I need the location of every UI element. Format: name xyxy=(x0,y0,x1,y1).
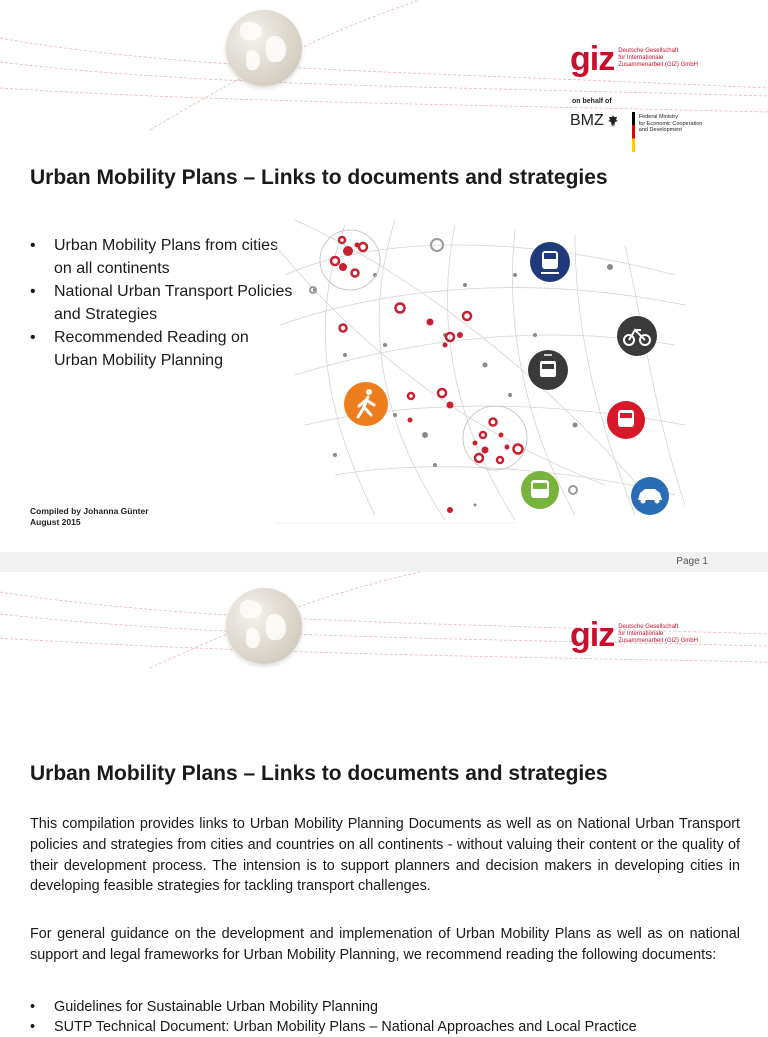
recommended-documents-list xyxy=(30,997,637,1037)
slide-2 xyxy=(0,572,768,1035)
giz-logo-text: Deutsche Gesellschaft für Internationale Zusammenarbeit (GIZ) GmbH xyxy=(618,624,698,644)
car-icon xyxy=(631,477,669,515)
slide-title: Urban Mobility Plans – Links to documents and strategies xyxy=(30,762,608,785)
bicycle-icon xyxy=(617,316,657,356)
globe-icon xyxy=(226,588,302,664)
german-flag-bar xyxy=(632,112,635,152)
bus-icon xyxy=(521,471,559,509)
author-line: Compiled by Johanna Günter xyxy=(30,506,149,516)
rail-icon xyxy=(607,401,645,439)
giz-logo-mark: giz xyxy=(570,40,615,78)
page-number-label: Page 1 xyxy=(676,556,708,567)
page-separator xyxy=(0,552,768,572)
giz-logo xyxy=(570,616,718,654)
bmz-logo xyxy=(570,112,702,152)
topic-bullet-list xyxy=(30,234,294,372)
on-behalf-of-label: on behalf of xyxy=(572,98,612,105)
list-item: • Urban Mobility Plans from cities on all continents xyxy=(30,234,294,280)
compiled-by-note xyxy=(30,506,149,528)
globe-icon xyxy=(226,10,302,86)
slide-title: Urban Mobility Plans – Links to documents and strategies xyxy=(30,166,608,189)
giz-logo xyxy=(570,40,718,78)
intro-paragraph: This compilation provides links to Urban Mobility Planning Documents as well as on National Urban Transport policies and strategies from cities and countries on all continents - without valuing their content or the quality of their development process. The intension is to support planners and decision makers in developing cities in developing feasible strategies for tackling transport challenges. xyxy=(30,816,740,895)
bmz-logo-text: Federal Ministry for Economic Cooperation and Development xyxy=(638,114,703,133)
list-item: • SUTP Technical Document: Urban Mobility Plans – National Approaches and Local Practice xyxy=(30,1017,637,1037)
list-item: • Recommended Reading on Urban Mobility Planning xyxy=(30,326,294,372)
giz-logo-mark: giz xyxy=(570,616,615,654)
pedestrian-icon xyxy=(344,382,388,426)
list-item: • National Urban Transport Policies and Strategies xyxy=(30,280,294,326)
date-line: August 2015 xyxy=(30,517,81,527)
list-item: • Guidelines for Sustainable Urban Mobility Planning xyxy=(30,997,637,1017)
transport-network-graphic xyxy=(275,215,695,525)
guidance-paragraph: For general guidance on the development and implemenation of Urban Mobility Plans as well as on national support and legal frameworks for Urban Mobility Planning, we recommend reading the following documents: xyxy=(30,926,740,963)
tram-icon xyxy=(528,350,568,390)
eagle-icon xyxy=(608,115,618,127)
train-icon xyxy=(530,242,570,282)
giz-logo-text: Deutsche Gesellschaft für Internationale Zusammenarbeit (GIZ) GmbH xyxy=(618,48,698,68)
bmz-logo-mark: BMZ xyxy=(570,112,604,129)
